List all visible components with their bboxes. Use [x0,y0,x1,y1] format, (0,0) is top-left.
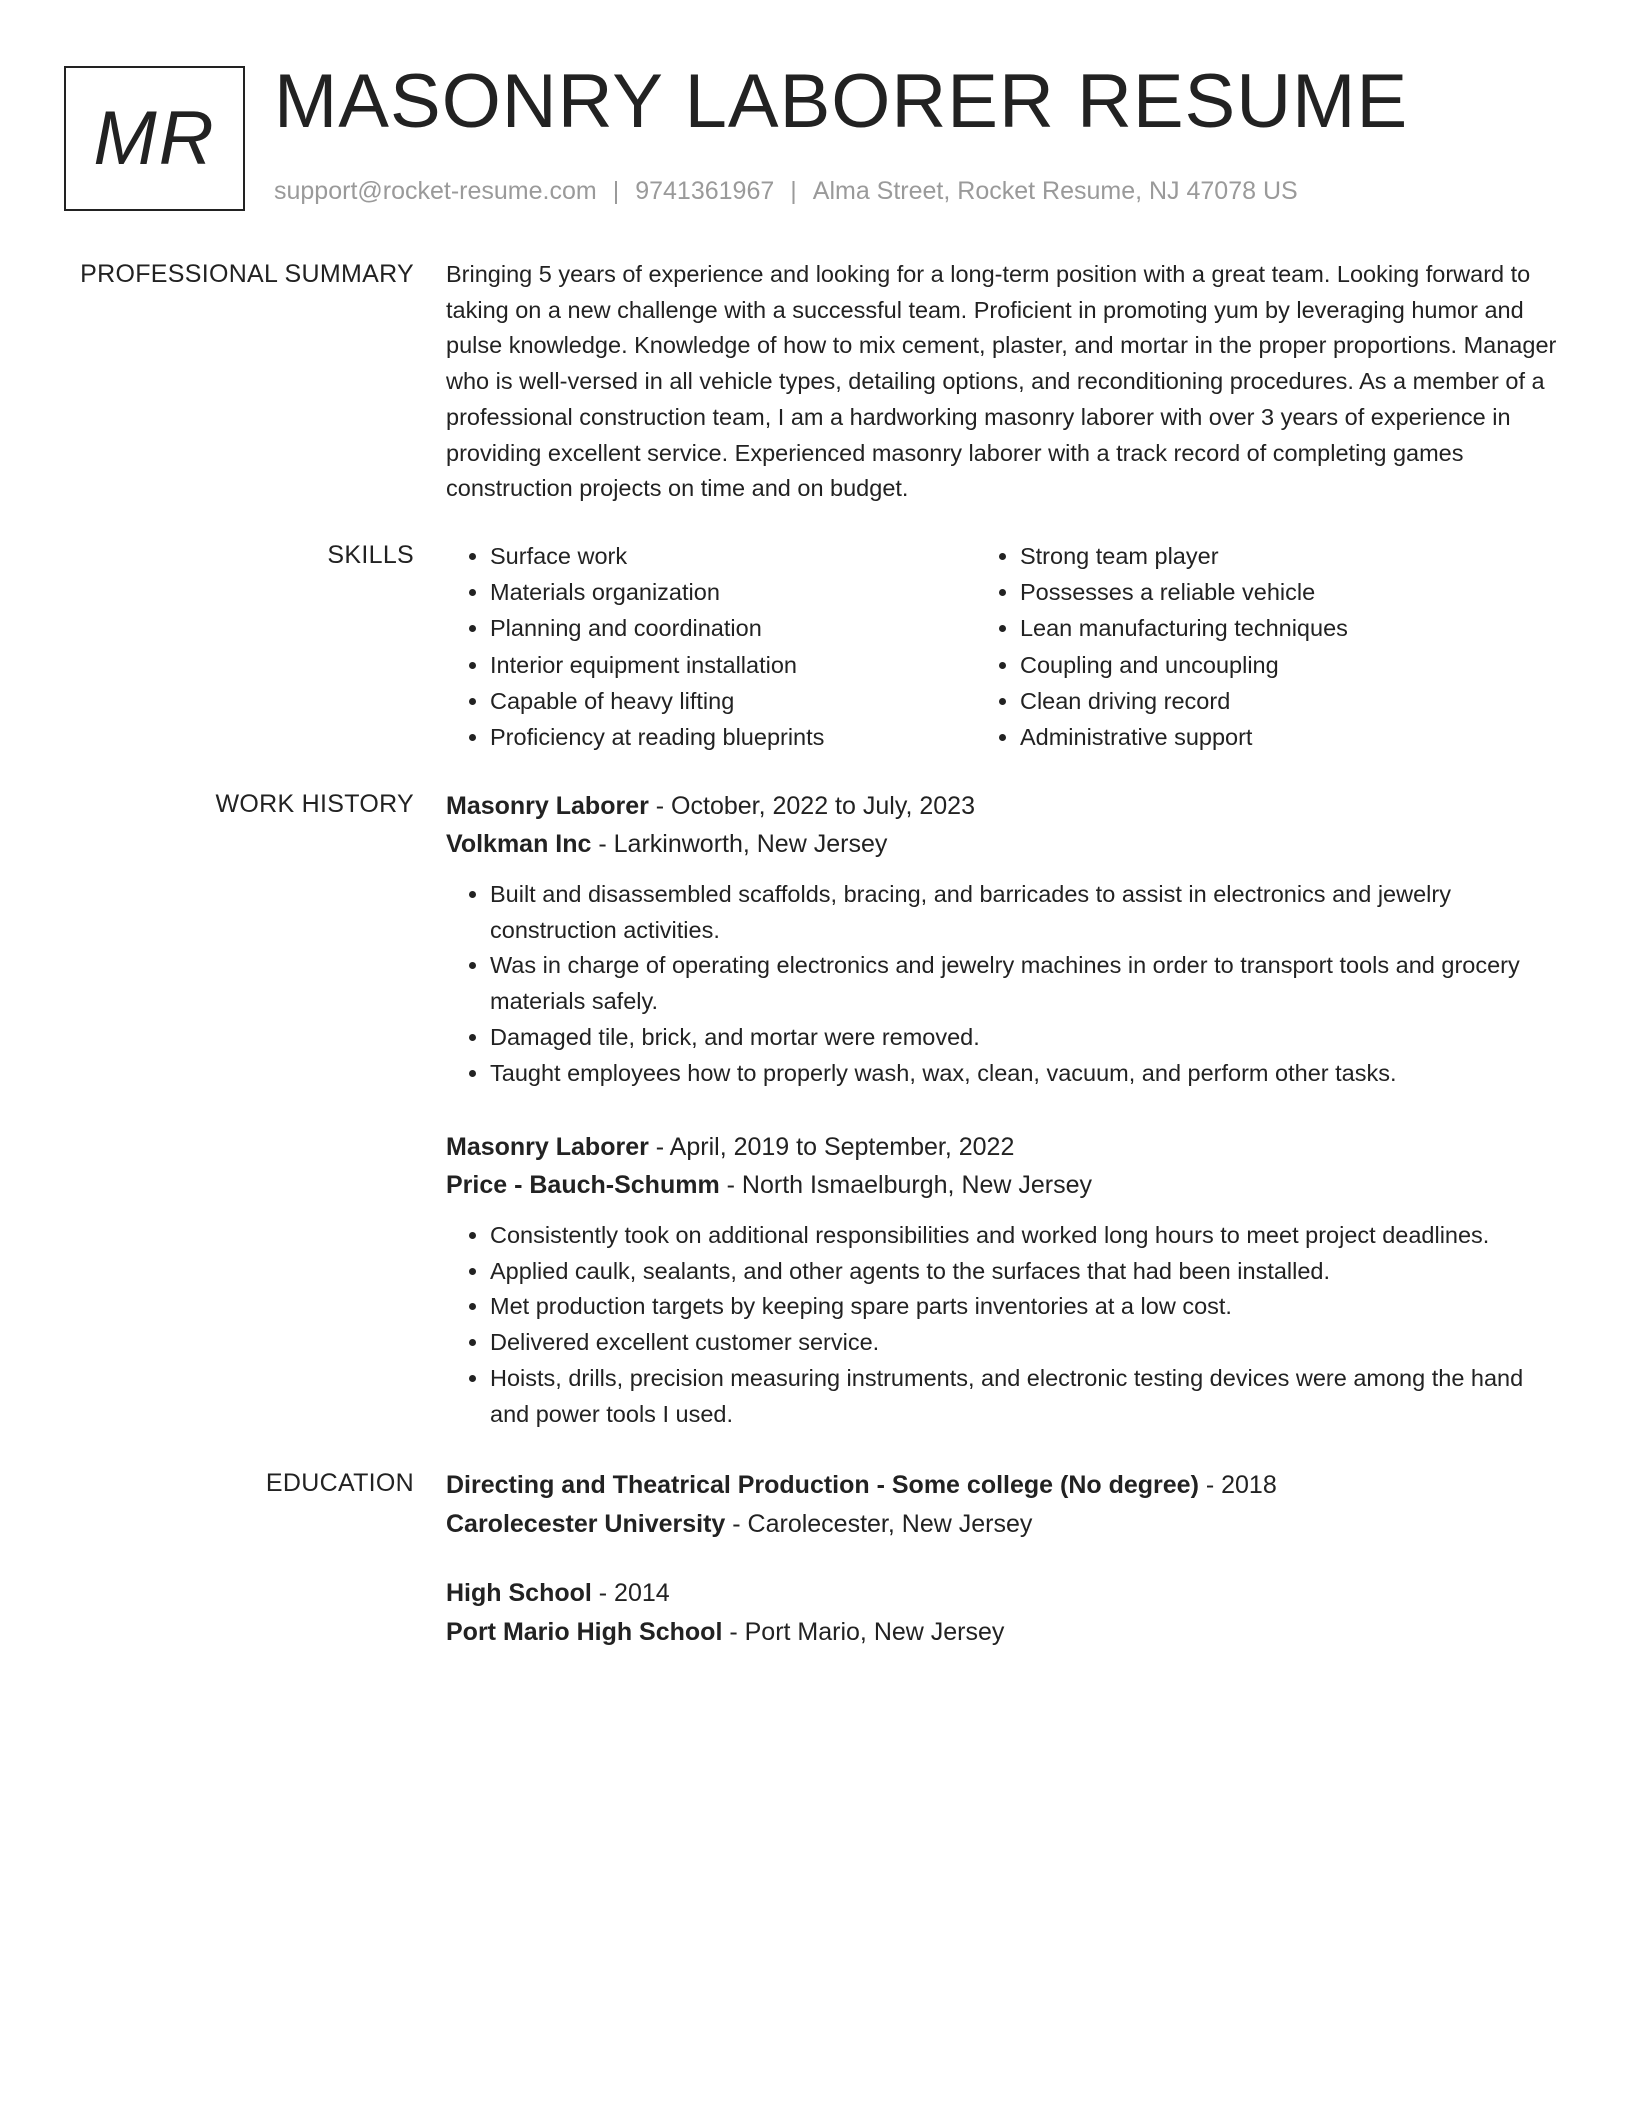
skill-item: • Interior equipment installation [490,647,976,683]
job-bullet: • Built and disassembled scaffolds, bracing, and barricades to assist in electronics and jewelry construction activities. [490,877,1561,948]
education-entry [446,1574,1561,1652]
edu-title-line [446,1466,1561,1505]
job-title: Masonry Laborer [446,792,649,820]
skill-item: • Clean driving record [1020,683,1561,719]
edu-year: - 2018 [1198,1471,1277,1499]
job-company: Volkman Inc [446,830,592,858]
education-label: EDUCATION [265,1469,414,1497]
contact-separator: | [612,177,620,205]
job-bullets [446,877,1561,1091]
monogram-logo: MR [64,66,245,211]
edu-school: Port Mario High School [446,1618,723,1646]
job-bullet: • Hoists, drills, precision measuring instruments, and electronic testing devices were among the hand and power tools I used. [490,1361,1561,1432]
edu-location: - Carolecester, New Jersey [725,1510,1033,1538]
job-company-line [446,825,1561,863]
job-bullet: • Damaged tile, brick, and mortar were removed. [490,1020,1561,1056]
job-bullet: • Was in charge of operating electronics and jewelry machines in order to transport tools and grocery materials safely. [490,948,1561,1019]
skill-item: • Coupling and uncoupling [1020,647,1561,683]
job-bullets [446,1218,1561,1432]
job-location: - North Ismaelburgh, New Jersey [719,1171,1093,1199]
edu-school-line [446,1613,1561,1652]
job-title: Masonry Laborer [446,1133,649,1161]
skill-item: • Strong team player [1020,538,1561,574]
skills-list-right [976,538,1561,755]
job-title-line [446,787,1561,825]
job-bullet: • Consistently took on additional responsibilities and worked long hours to meet project deadlines. [490,1218,1561,1254]
skills-content [446,538,1561,755]
skill-item: • Lean manufacturing techniques [1020,610,1561,646]
contact-separator: | [790,177,797,205]
skills-label: SKILLS [327,541,414,569]
skill-item: • Administrative support [1020,719,1561,755]
edu-school-line [446,1505,1561,1544]
work-label: WORK HISTORY [215,790,414,818]
page-title: MASONRY LABORER RESUME [274,59,1409,144]
job-bullet: • Met production targets by keeping spare parts inventories at a low cost. [490,1289,1561,1325]
skill-item: • Capable of heavy lifting [490,683,976,719]
edu-school: Carolecester University [446,1510,726,1538]
skill-item: • Materials organization [490,574,976,610]
edu-location: - Port Mario, New Jersey [722,1618,1005,1646]
job-company-line [446,1166,1561,1204]
skills-list-left [446,538,976,755]
contact-line [274,176,1298,206]
skill-item: • Surface work [490,538,976,574]
summary-label: PROFESSIONAL SUMMARY [80,260,414,288]
job-location: - Larkinworth, New Jersey [591,830,888,858]
contact-phone: 9741361967 [635,177,775,205]
job-dates: - April, 2019 to September, 2022 [648,1133,1015,1161]
job-company: Price - Bauch-Schumm [446,1171,720,1199]
contact-email: support@rocket-resume.com [274,177,597,205]
job-bullet: • Delivered excellent customer service. [490,1325,1561,1361]
work-entry [446,787,1561,1091]
job-title-line [446,1128,1561,1166]
contact-address: Alma Street, Rocket Resume, NJ 47078 US [812,177,1298,205]
job-bullet: • Taught employees how to properly wash, wax, clean, vacuum, and perform other tasks. [490,1056,1561,1092]
edu-degree: High School [446,1579,592,1607]
edu-degree: Directing and Theatrical Production - Some college (No degree) [446,1471,1199,1499]
summary-content [446,257,1561,507]
edu-title-line [446,1574,1561,1613]
job-dates: - October, 2022 to July, 2023 [648,792,975,820]
work-entry [446,1128,1561,1432]
summary-text: Bringing 5 years of experience and looking for a long-term position with a great team. Looking forward to taking on a new challenge with a successful team. Proficient in promoting yum by leveraging humor and pulse knowledge. Knowledge of how to mix cement, plaster, and mortar in the proper proportions. Manager who is well-versed in all vehicle types, detailing options, and reconditioning procedures. As a member of a professional construction team, I am a hardworking masonry laborer with over 3 years of experience in providing excellent service. Experienced masonry laborer with a track record of completing games construction projects on time and on budget. [446,261,1557,502]
edu-year: - 2014 [591,1579,670,1607]
skill-item: • Possesses a reliable vehicle [1020,574,1561,610]
job-bullet: • Applied caulk, sealants, and other agents to the surfaces that had been installed. [490,1254,1561,1290]
skill-item: • Planning and coordination [490,610,976,646]
skill-item: • Proficiency at reading blueprints [490,719,976,755]
education-entry [446,1466,1561,1544]
